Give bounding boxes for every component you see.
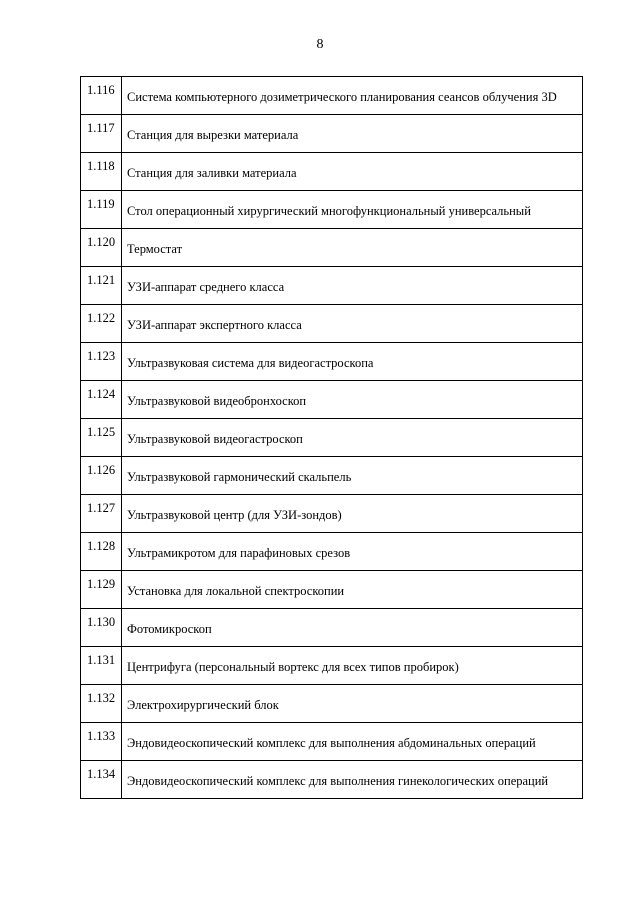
- item-number: 1.131: [81, 647, 122, 685]
- item-name: Эндовидеоскопический комплекс для выполнения абдоминальных операций: [122, 723, 583, 761]
- table-row: [81, 495, 583, 533]
- item-name: Ультразвуковая система для видеогастроскопа: [122, 343, 583, 381]
- item-number: 1.129: [81, 571, 122, 609]
- table-row: [81, 153, 583, 191]
- item-number: 1.122: [81, 305, 122, 343]
- item-name: Ультрамикротом для парафиновых срезов: [122, 533, 583, 571]
- table-row: [81, 685, 583, 723]
- item-name: Ультразвуковой видеогастроскоп: [122, 419, 583, 457]
- item-number: 1.116: [81, 77, 122, 115]
- item-number: 1.123: [81, 343, 122, 381]
- table-row: [81, 115, 583, 153]
- table-row: [81, 533, 583, 571]
- table-row: [81, 343, 583, 381]
- item-number: 1.130: [81, 609, 122, 647]
- table-row: [81, 229, 583, 267]
- item-number: 1.133: [81, 723, 122, 761]
- item-number: 1.126: [81, 457, 122, 495]
- item-name: Ультразвуковой гармонический скальпель: [122, 457, 583, 495]
- item-name: Ультразвуковой центр (для УЗИ-зондов): [122, 495, 583, 533]
- item-name: УЗИ-аппарат экспертного класса: [122, 305, 583, 343]
- table-row: [81, 267, 583, 305]
- item-number: 1.127: [81, 495, 122, 533]
- table-row: [81, 419, 583, 457]
- item-name: Станция для заливки материала: [122, 153, 583, 191]
- item-number: 1.132: [81, 685, 122, 723]
- table-row: [81, 457, 583, 495]
- item-name: Термостат: [122, 229, 583, 267]
- item-name: Система компьютерного дозиметрического планирования сеансов облучения 3D: [122, 77, 583, 115]
- table-row: [81, 723, 583, 761]
- item-number: 1.119: [81, 191, 122, 229]
- item-name: Станция для вырезки материала: [122, 115, 583, 153]
- table-row: [81, 761, 583, 799]
- item-number: 1.128: [81, 533, 122, 571]
- table-row: [81, 77, 583, 115]
- table-row: [81, 381, 583, 419]
- item-number: 1.124: [81, 381, 122, 419]
- table-row: [81, 191, 583, 229]
- item-name: Фотомикроскоп: [122, 609, 583, 647]
- item-name: Стол операционный хирургический многофункциональный универсальный: [122, 191, 583, 229]
- item-name: Центрифуга (персональный вортекс для всех типов пробирок): [122, 647, 583, 685]
- table-row: [81, 305, 583, 343]
- item-name: Эндовидеоскопический комплекс для выполнения гинекологических операций: [122, 761, 583, 799]
- table-row: [81, 571, 583, 609]
- item-name: Электрохирургический блок: [122, 685, 583, 723]
- item-number: 1.118: [81, 153, 122, 191]
- table-row: [81, 647, 583, 685]
- page-number: 8: [316, 37, 324, 52]
- item-name: Ультразвуковой видеобронхоскоп: [122, 381, 583, 419]
- item-number: 1.134: [81, 761, 122, 799]
- item-number: 1.121: [81, 267, 122, 305]
- item-name: Установка для локальной спектроскопии: [122, 571, 583, 609]
- item-name: УЗИ-аппарат среднего класса: [122, 267, 583, 305]
- table-row: [81, 609, 583, 647]
- equipment-table-body: [81, 77, 583, 799]
- equipment-table: [80, 76, 583, 799]
- item-number: 1.125: [81, 419, 122, 457]
- item-number: 1.117: [81, 115, 122, 153]
- item-number: 1.120: [81, 229, 122, 267]
